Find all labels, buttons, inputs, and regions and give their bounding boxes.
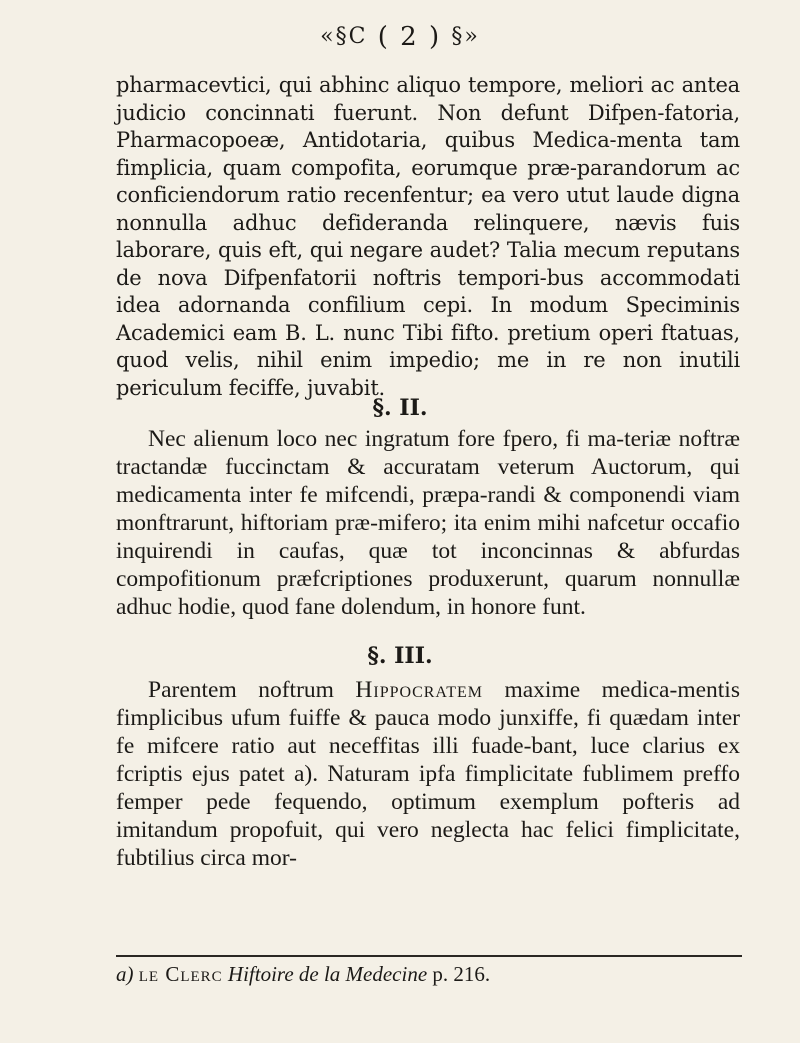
right-ornament-icon: §» bbox=[451, 24, 480, 49]
footnote-title: Hiftoire de la Medecine bbox=[227, 962, 428, 986]
paragraph-1: pharmacevtici, qui abhinc aliquo tempore, meliori ac antea judicio concinnati fuerunt. Non defunt Difpen-fatoria, Pharmacopoeæ, Antidotaria, quibus Medica-menta tam fimplicia, quam compofita, eorumque præ-parandorum ac conficiendorum ratio recenfentur; ea vero utut laude digna nonnulla adhuc defideranda relinquere, nævis fuis laborare, quis eft, qui negare audet? Talia mecum reputans de nova Difpenfatorii noftris tempori-bus accommodati idea adornanda confilium cepi. In modum Speciminis Academici eam B. L. nunc Tibi fifto. pretium operi ftatuas, quod velis, nihil enim impedio; me in re non inutili periculum feciffe, juvabit. bbox=[116, 73, 740, 400]
footnote-marker: a) bbox=[116, 962, 134, 986]
paragraph-3-start: Parentem noftrum bbox=[148, 677, 356, 703]
footnote-author: le Clerc bbox=[138, 962, 223, 986]
page-number: ( 2 ) bbox=[377, 22, 442, 52]
left-ornament-icon: «§C bbox=[320, 24, 368, 49]
footnote-divider bbox=[116, 955, 742, 957]
footnote bbox=[116, 962, 740, 987]
footnote-page: p. 216. bbox=[432, 962, 491, 986]
page-header bbox=[0, 22, 800, 52]
paragraph-3 bbox=[116, 676, 740, 872]
paragraph-3-rest: maxime medica-mentis fimplicibus ufum fuiffe & pauca modo junxiffe, fi quædam inter fe mifcere ratio aut neceffitas illi fuade-bant, luce clarius ex fcriptis ejus patet a). Naturam ipfa fimplicitate fublimem preffo femper pede fequendo, optimum exemplum pofteris ad imitandum propofuit, qui vero neglecta hac felici fimplicitate, fubtilius circa mor- bbox=[116, 677, 740, 871]
hippocrates-name: Hippocratem bbox=[355, 677, 483, 703]
section-heading-3: §. III. bbox=[367, 643, 433, 669]
paragraph-2: Nec alienum loco nec ingratum fore fpero, fi ma-teriæ noftræ tractandæ fuccinctam & accuratam veterum Auctorum, qui medicamenta inter fe mifcendi, præpa-randi & componendi viam monftrarunt, hiftoriam præ-mifero; ita enim mihi nafcetur occafio inquirendi in caufas, quæ tot inconcinnas & abfurdas compofitionum præfcriptiones produxerunt, quarum nonnullæ adhuc hodie, quod fane dolendum, in honore funt. bbox=[116, 426, 740, 620]
section-heading-2: §. II. bbox=[372, 395, 428, 421]
